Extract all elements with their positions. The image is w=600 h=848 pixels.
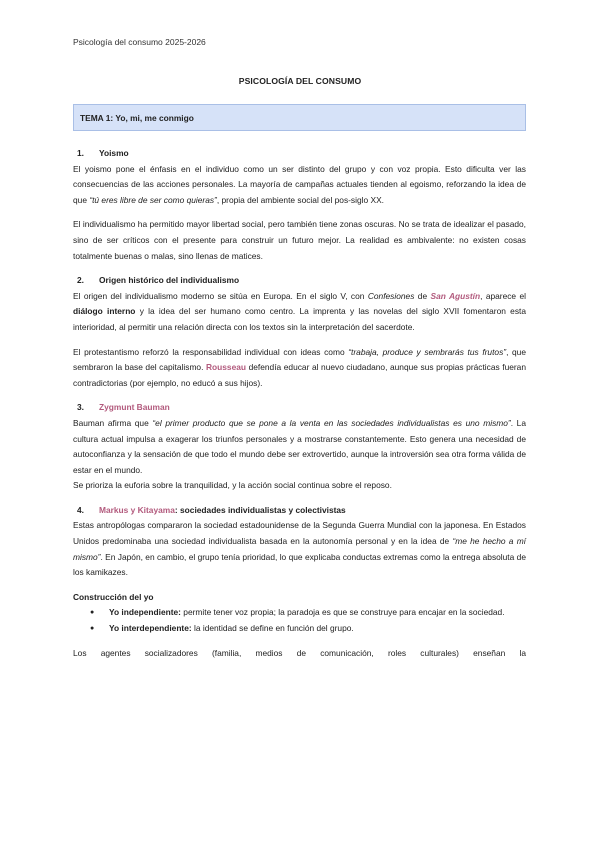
bold-term: diálogo interno	[73, 306, 136, 317]
subsection-heading: Construcción del yo	[73, 591, 154, 602]
section-heading-3: 3. Zygmunt Bauman	[77, 402, 170, 413]
paragraph: El yoismo pone el énfasis en el individuo como un ser distinto del grupo y con voz propia. Esto dificulta ver las consecuencias de las acciones personales. La mayoría de campañas actuales tienden al egoismo, reforzando la idea de que “tú eres libre de ser como quieras”, propia del ambiente social del pos-siglo XX.	[73, 163, 526, 205]
author-name: Rousseau	[205, 362, 247, 373]
paragraph: Bauman afirma que “el primer producto que se pone a la venta en las sociedades individualistas es uno mismo”. La cultura actual impulsa a exagerar los triunfos personales y a mostrarse constantemente. Esto genera una necesidad de autoconfianza y la sensación de que todo el mundo debe ser extrovertido, aunque la introversión sea otra forma válida de estar en el mundo.	[73, 417, 526, 475]
paragraph: El origen del individualismo moderno se sitúa en Europa. En el siglo V, con Confesiones de San Agustín, aparece el diálogo interno y la idea del ser humano como centro. La imprenta y las novelas del siglo XVII fomentaron esta interioridad, al permitir una relación directa con los textos sin la interpretación del sacerdote.	[73, 290, 526, 332]
list-item: ● Yo independiente: permite tener voz propia; la paradoja es que se construye para encajar en la sociedad.	[109, 605, 526, 621]
quote: “tú eres libre de ser como quieras”	[89, 194, 217, 205]
author-name: San Agustín	[430, 290, 481, 301]
running-header: Psicología del consumo 2025-2026	[73, 37, 206, 47]
book-title: Confesiones	[367, 290, 415, 301]
section-heading-2: 2. Origen histórico del individualismo	[77, 275, 240, 286]
paragraph: Estas antropólogas compararon la sociedad estadounidense de la Segunda Guerra Mundial con la japonesa. En Estados Unidos predominaba una sociedad individualista basada en la autonomía personal y en la idea de “me he hecho a mí mismo”. En Japón, en cambio, el grupo tenía prioridad, lo que explicaba conductas extremas como la entrega absoluta de los kamikazes.	[73, 520, 526, 578]
quote: “trabaja, produce y sembrarás tus frutos”	[348, 346, 507, 357]
section-heading-4: 4. Markus y Kitayama: sociedades individualistas y colectivistas	[77, 504, 346, 515]
section-heading-1: 1. Yoismo	[77, 148, 129, 158]
topic-banner: TEMA 1: Yo, mi, me conmigo	[73, 104, 526, 131]
paragraph: Se prioriza la euforia sobre la tranquilidad, y la acción social continua sobre el reposo.	[73, 480, 392, 491]
document-title: PSICOLOGÍA DEL CONSUMO	[238, 76, 362, 86]
paragraph: El protestantismo reforzó la responsabilidad individual con ideas como “trabaja, produce y sembrarás tus frutos”, que sembraron la base del capitalismo. Rousseau defendía educar al nuevo ciudadano, aunque sus propias prácticas fueran contradictorias (por ejemplo, no educó a sus hijos).	[73, 346, 526, 388]
quote: “el primer producto que se pone a la venta en las sociedades individualistas es uno mismo”	[152, 417, 511, 428]
document-body	[73, 146, 526, 661]
quote: “me he hecho a mí mismo”	[73, 536, 526, 562]
bullet-list	[73, 605, 526, 636]
list-item: ● Yo interdependiente: la identidad se define en función del grupo.	[109, 621, 526, 637]
paragraph: Los agentes socializadores (familia, medios de comunicación, roles culturales) enseñan la	[73, 647, 526, 658]
paragraph: El individualismo ha permitido mayor libertad social, pero también tiene zonas oscuras. No se trata de idealizar el pasado, sino de ser críticos con el presente para construir un futuro mejor. La realidad es ambivalente: no existen cosas totalmente buenas o malas, sino llenas de matices.	[73, 219, 526, 261]
